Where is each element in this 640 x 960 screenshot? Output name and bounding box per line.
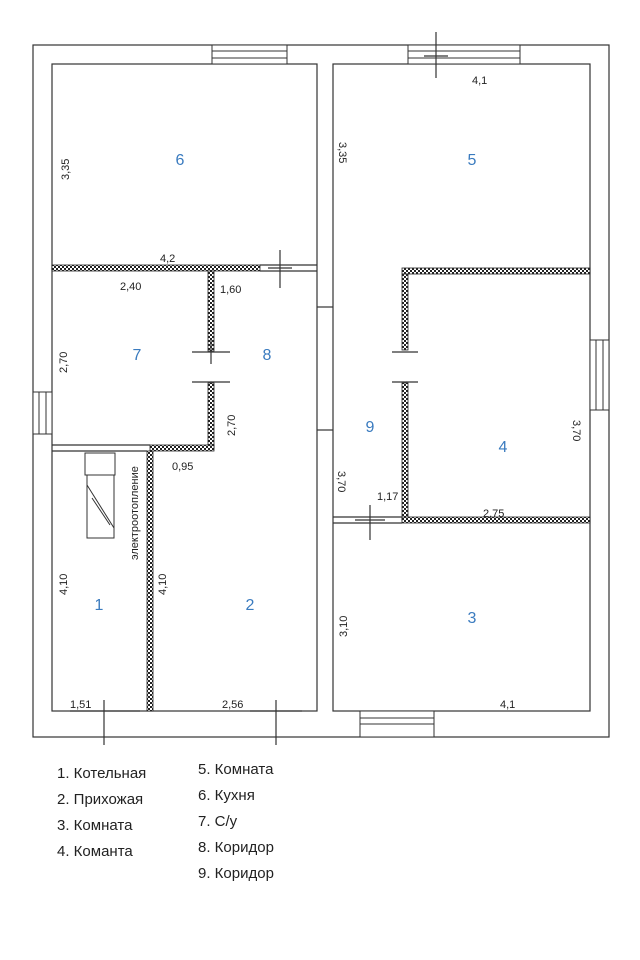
legend-right — [198, 757, 274, 887]
dimension-label: 4,1 — [500, 699, 516, 711]
dimension-label: 3,70 — [335, 471, 347, 493]
room-number-6: 6 — [175, 152, 185, 170]
dimension-label: 3,70 — [570, 420, 582, 442]
window-left — [33, 392, 52, 434]
window-right — [590, 340, 609, 410]
room-number-8: 8 — [262, 347, 272, 365]
legend-left — [57, 761, 146, 865]
legend-item: 3. Комната — [57, 817, 133, 834]
window-top-right — [408, 45, 520, 64]
room-number-4: 4 — [498, 439, 508, 457]
room-number-7: 7 — [132, 347, 142, 365]
legend-item: 2. Прихожая — [57, 791, 144, 808]
dimension-label: 2,56 — [222, 699, 244, 711]
wall-entry-left — [147, 451, 153, 711]
dimension-label: 4,10 — [157, 573, 169, 595]
wall-bath-right-lower — [208, 383, 214, 448]
legend-item: 8. Коридор — [198, 839, 274, 856]
windows — [33, 45, 609, 737]
outer-walls — [33, 45, 609, 737]
wall-room4-left-lower — [402, 383, 408, 521]
wall-kitchen-bottom — [52, 265, 260, 271]
dimension-label: 2,70 — [226, 414, 238, 436]
dimension-label: 4,10 — [58, 573, 70, 595]
room-numbers — [95, 152, 508, 627]
legend-item: 5. Комната — [198, 761, 274, 778]
room-number-1: 1 — [94, 597, 104, 615]
room-number-3: 3 — [467, 610, 477, 628]
legend-item: 4. Команта — [57, 843, 133, 860]
dimension-label: 1,60 — [220, 284, 242, 296]
legend-item: 9. Коридор — [198, 865, 274, 882]
wall-room4-top — [402, 268, 590, 274]
legend-item: 1. Котельная — [57, 765, 147, 782]
wall-bath-right-upper — [208, 271, 214, 351]
dimension-label: 0,95 — [172, 461, 194, 473]
dimension-labels — [58, 75, 582, 711]
boiler — [85, 453, 115, 538]
dimension-label: 4,2 — [160, 253, 176, 265]
room-number-5: 5 — [467, 152, 477, 170]
room-number-9: 9 — [365, 419, 375, 437]
doors — [70, 32, 448, 745]
dimension-label: 3,35 — [60, 158, 72, 180]
legend-item: 7. С/у — [198, 813, 238, 830]
wall-bath-bottom-stub — [150, 445, 214, 451]
window-bottom-right — [360, 711, 434, 737]
dimension-label: 2,40 — [120, 281, 142, 293]
dimension-label: 2,70 — [58, 351, 70, 373]
heater-label: электроотопление — [129, 466, 141, 560]
wall-room4-left-upper — [402, 274, 408, 350]
dimension-label: 1,51 — [70, 699, 92, 711]
dimension-label: 1,17 — [377, 491, 399, 503]
dimension-label: 2,75 — [483, 508, 505, 520]
dimension-label: 3,35 — [336, 142, 348, 164]
legend-item: 6. Кухня — [198, 787, 255, 804]
window-top-left — [212, 45, 287, 64]
dimension-label: 4,1 — [472, 75, 488, 87]
dimension-label: 3,10 — [338, 615, 350, 637]
room-number-2: 2 — [245, 597, 255, 615]
